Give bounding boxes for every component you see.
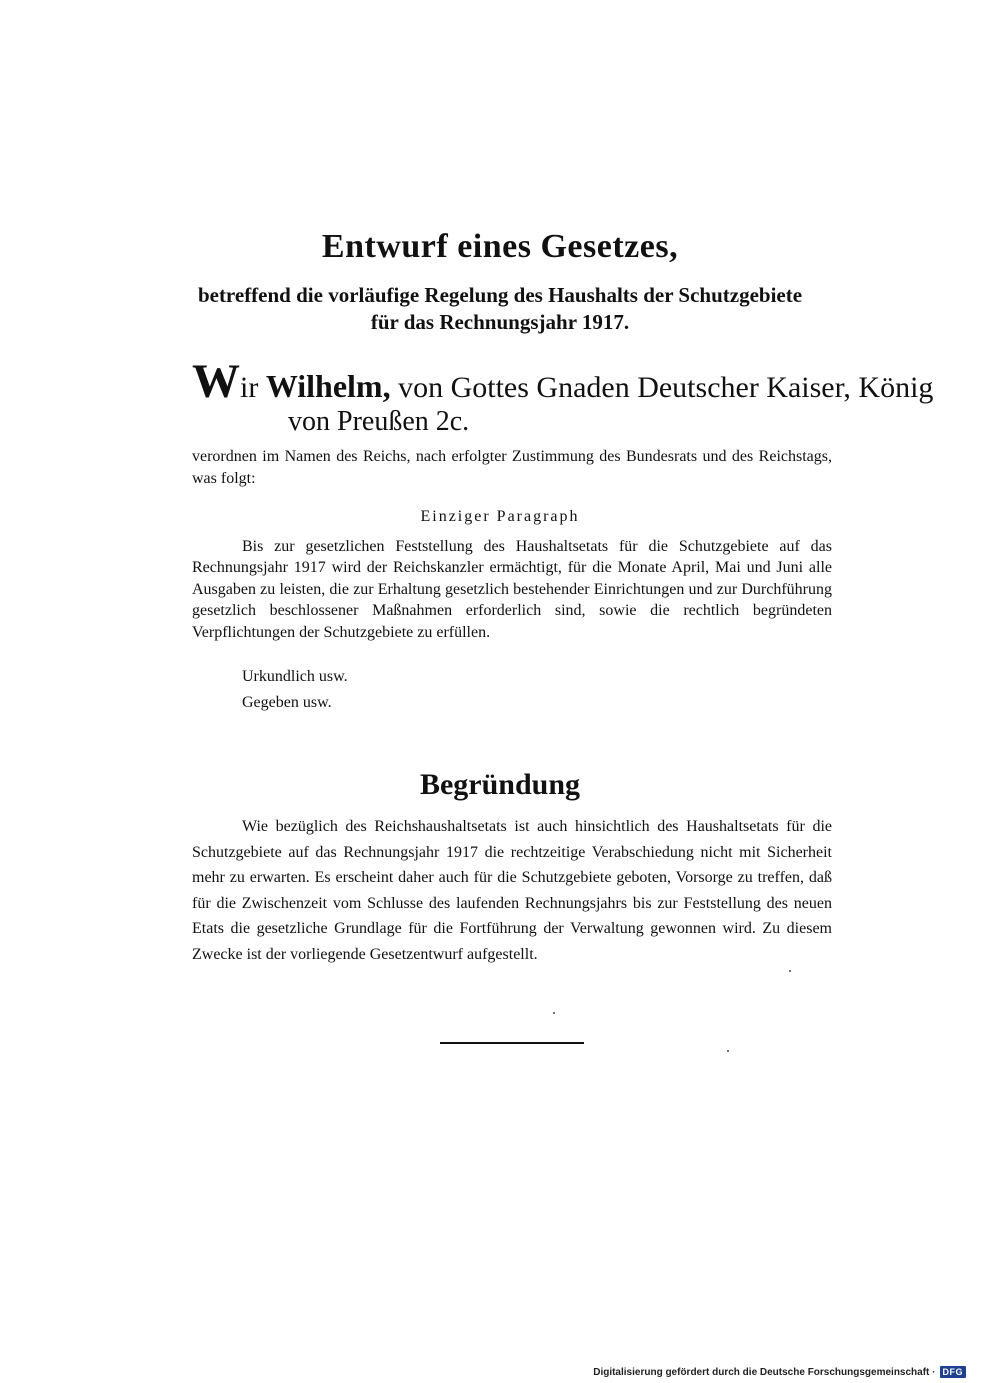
section-end-rule <box>440 1042 584 1044</box>
reasoning-body: Wie bezüglich des Reichshaushaltsetats ist auch hinsichtlich des Haushaltsetats für die Schutzgebiete auf das Rechnungsjahr 1917 die rechtzeitige Verabschiedung nicht mit Sicherheit mehr zu erwarten. Es erscheint daher auch für die Schutzgebiete geboten, Vorsorge zu treffen, daß für die Zwischenzeit vom Schlusse des laufenden Rechnungsjahrs bis zur Feststellung des neuen Etats die gesetzliche Grundlage für die Fortführung der Verwaltung gewonnen wird. Zu diesem Zwecke ist der vorliegende Gesetzentwurf aufgestellt. <box>192 818 832 963</box>
scan-speck <box>789 970 791 972</box>
decorative-initial: W <box>192 355 240 408</box>
law-draft-subtitle <box>170 282 830 336</box>
decree-initial-rest: ir <box>240 371 259 404</box>
decree-block <box>192 355 934 490</box>
dfg-logo: DFG <box>940 1366 967 1378</box>
closing-line-gegeben: Gegeben usw. <box>242 694 332 711</box>
scan-speck <box>553 1012 555 1014</box>
emperor-name: Wilhelm, <box>265 368 391 404</box>
subtitle-line: betreffend die vorläufige Regelung des Haushalts der Schutzgebiete <box>197 283 803 307</box>
closing-formula <box>242 664 348 716</box>
decree-intro: verordnen im Namen des Reichs, nach erfolgter Zustimmung des Bundesrats und des Reichstags, was folgt: <box>192 448 832 487</box>
emperor-title-continued: von Preußen 2c. <box>288 406 470 437</box>
subtitle-line: für das Rechnungsjahr 1917. <box>370 310 630 334</box>
reasoning-heading: Begründung <box>419 768 581 801</box>
law-draft-title: Entwurf eines Gesetzes, <box>321 228 679 265</box>
digitization-credit <box>593 1366 966 1378</box>
credit-text: Digitalisierung gefördert durch die Deutsche Forschungsgemeinschaft · <box>593 1366 936 1378</box>
paragraph-body: Bis zur gesetzlichen Feststellung des Haushaltsetats für die Schutzgebiete auf das Rechnungsjahr 1917 wird der Reichskanzler ermächtigt, für die Monate April, Mai und Juni alle Ausgaben zu leisten, die zur Erhaltung gesetzlich bestehender Einrichtungen und zur Durchführung gesetzlich beschlossener Maßnahmen erforderlich sind, sowie die rechtlich begründeten Verpflichtungen der Schutzgebiete zu erfüllen. <box>192 538 832 641</box>
decree-opening-line <box>192 355 934 408</box>
closing-line-urkundlich: Urkundlich usw. <box>242 668 348 685</box>
scan-speck <box>727 1050 729 1052</box>
emperor-title: von Gottes Gnaden Deutscher Kaiser, König <box>398 371 934 404</box>
paragraph-heading: Einziger Paragraph <box>420 508 580 525</box>
